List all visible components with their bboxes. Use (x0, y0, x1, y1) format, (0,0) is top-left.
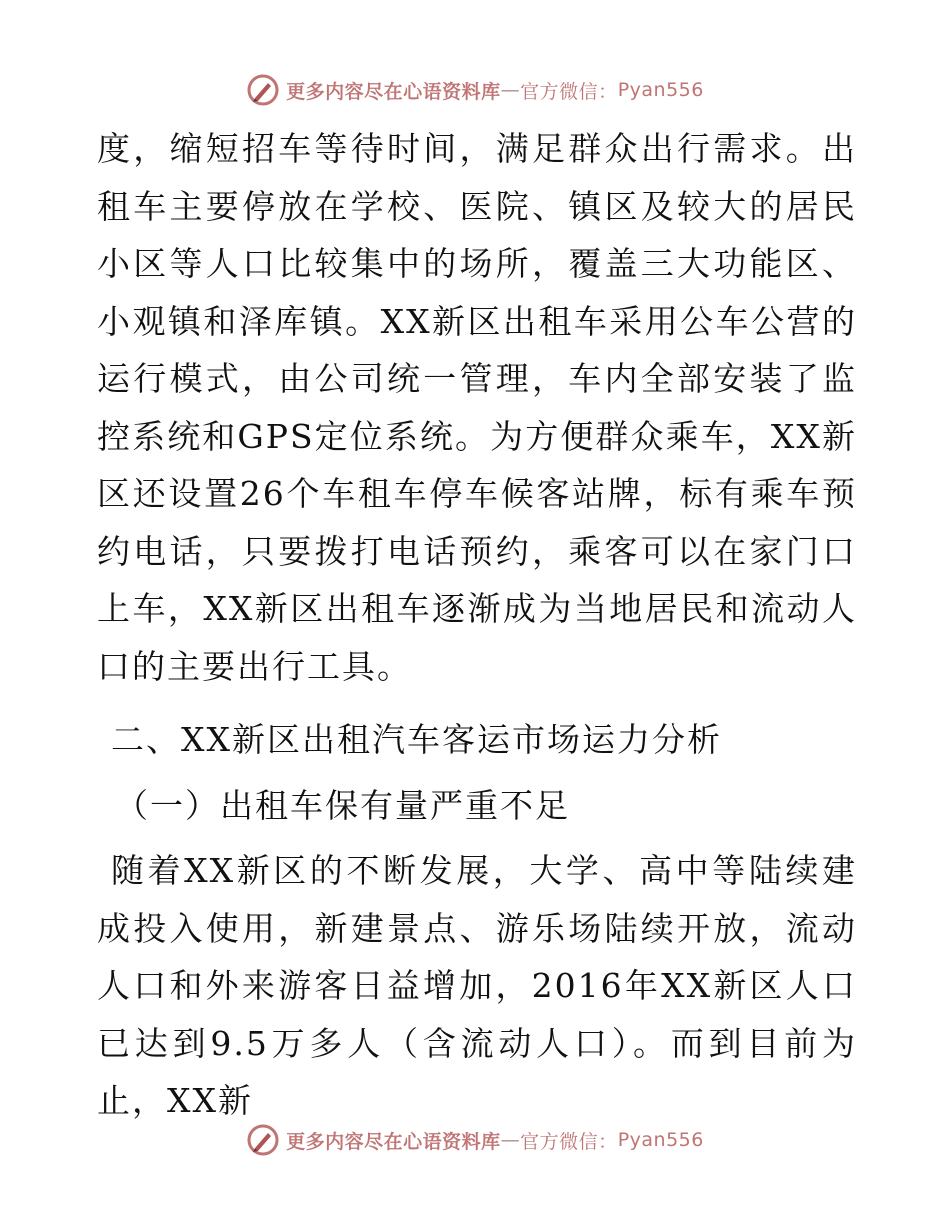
watermark-wechat-id: Pyan556 (617, 79, 704, 101)
watermark-header (0, 70, 950, 110)
watermark-main-text: 更多内容尽在心语资料库 (286, 80, 501, 103)
pen-logo-icon (246, 73, 280, 107)
section-heading-2: 二、XX新区出租汽车客运市场运力分析 (111, 720, 722, 759)
pen-logo-icon (246, 1123, 280, 1157)
watermark-separator: — (500, 79, 521, 101)
document-body (97, 120, 857, 1130)
watermark-main-text: 更多内容尽在心语资料库 (286, 1130, 501, 1153)
watermark-label: 官方微信： (520, 1130, 618, 1153)
watermark-footer (0, 1120, 950, 1160)
subsection-heading-1: （一）出租车保有量严重不足 (115, 785, 570, 825)
watermark-wechat-id: Pyan556 (617, 1129, 704, 1151)
watermark-label: 官方微信： (520, 80, 618, 103)
body-paragraph-1: 度，缩短招车等待时间，满足群众出行需求。出租车主要停放在学校、医院、镇区及较大的居民小区等人口比较集中的场所，覆盖三大功能区、小观镇和泽库镇。XX新区出租车采用公车公营的运行模式，由公司统一管理，车内全部安装了监控系统和GPS定位系统。为方便群众乘车，XX新区还设置26个车租车停车候客站牌，标有乘车预约电话，只要拨打电话预约，乘客可以在家门口上车，XX新区出租车逐渐成为当地居民和流动人口的主要出行工具。 (97, 129, 857, 686)
watermark-separator: — (500, 1129, 521, 1151)
body-paragraph-2: 随着XX新区的不断发展，大学、高中等陆续建成投入使用，新建景点、游乐场陆续开放，流动人口和外来游客日益增加，2016年XX新区人口已达到9.5万多人（含流动人口）。而到目前为止，XX新 (97, 851, 857, 1120)
